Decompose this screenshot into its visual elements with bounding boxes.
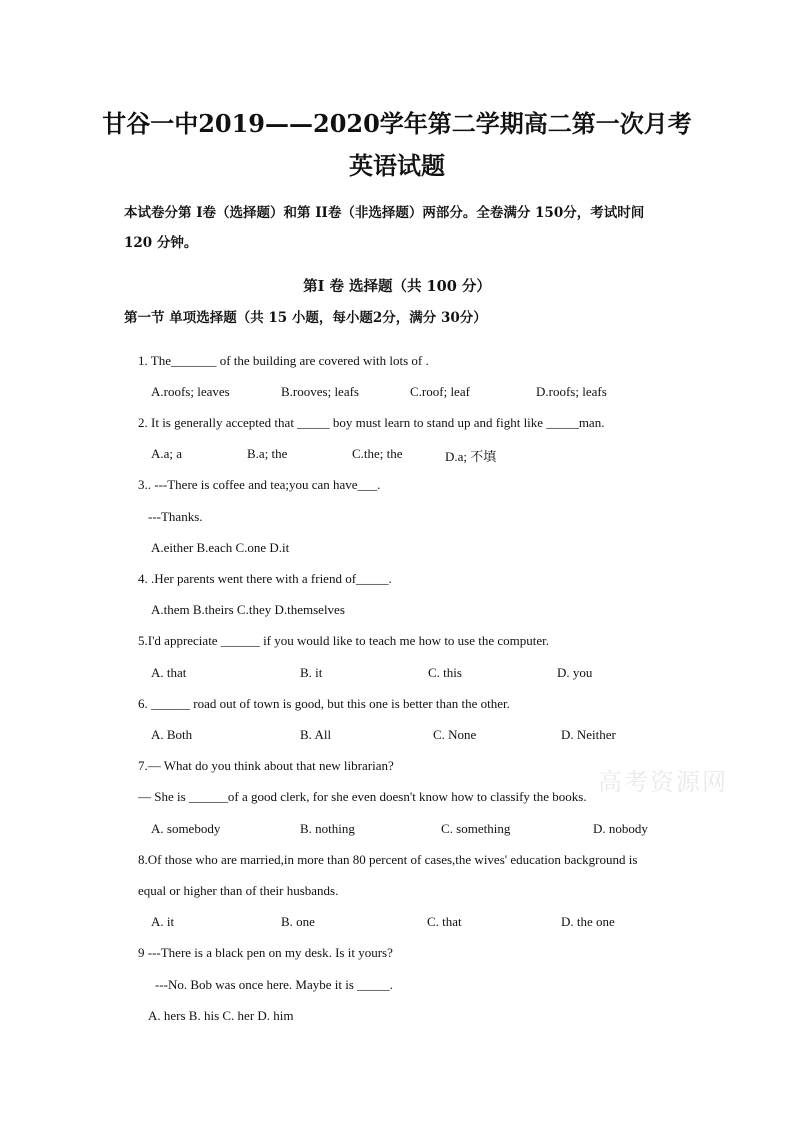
question-2-option-a: A.a; a bbox=[151, 446, 183, 461]
question-7-option-c: C. something bbox=[441, 821, 511, 836]
question-5-option-c: C. this bbox=[428, 665, 462, 680]
question-1-option-d: D.roofs; leafs bbox=[536, 384, 607, 399]
question-1-option-a: A.roofs; leaves bbox=[151, 384, 230, 399]
question-6-option-b: B. All bbox=[300, 727, 332, 742]
exam-instructions-line2: 120 分钟。 bbox=[124, 235, 198, 251]
exam-instructions-line1: 本试卷分第 I卷（选择题）和第 II卷（非选择题）两部分。全卷满分 150分，考试时间 bbox=[124, 205, 645, 221]
question-1-option-b: B.rooves; leafs bbox=[281, 384, 359, 399]
question-3-options: A.either B.each C.one D.it bbox=[151, 540, 290, 555]
question-5-stem: 5.I'd appreciate ______ if you would like to teach me how to use the computer. bbox=[138, 633, 550, 648]
question-8-option-c: C. that bbox=[427, 914, 462, 929]
question-8-option-b: B. one bbox=[281, 914, 315, 929]
question-8-stem: 8.Of those who are married,in more than 80 percent of cases,the wives' education background is bbox=[138, 852, 638, 867]
question-1-option-c: C.roof; leaf bbox=[410, 384, 470, 399]
question-9-options: A. hers B. his C. her D. him bbox=[148, 1008, 294, 1023]
question-7-option-b: B. nothing bbox=[300, 821, 355, 836]
question-6-option-c: C. None bbox=[433, 727, 477, 742]
exam-subject-title: 英语试题 bbox=[349, 151, 445, 180]
question-9-reply: ---No. Bob was once here. Maybe it is _____. bbox=[155, 977, 393, 992]
question-6-option-d: D. Neither bbox=[561, 727, 616, 742]
exam-title: 甘谷一中2019——2020学年第二学期高二第一次月考 bbox=[102, 109, 692, 138]
watermark: 高考资源网 bbox=[598, 768, 728, 796]
question-4-options: A.them B.theirs C.they D.themselves bbox=[151, 602, 345, 617]
question-1-stem: 1. The_______ of the building are covered with lots of . bbox=[138, 353, 429, 368]
question-7-reply: — She is ______of a good clerk, for she even doesn't know how to classify the books. bbox=[138, 789, 587, 804]
question-5-option-b: B. it bbox=[300, 665, 323, 680]
question-5-option-d: D. you bbox=[557, 665, 593, 680]
question-2-option-d: D.a; 不填 bbox=[445, 449, 497, 464]
question-4-stem: 4. .Her parents went there with a friend of_____. bbox=[138, 571, 392, 586]
question-8-option-d: D. the one bbox=[561, 914, 615, 929]
question-2-option-c: C.the; the bbox=[352, 446, 403, 461]
question-6-option-a: A. Both bbox=[151, 727, 193, 742]
question-3-reply: ---Thanks. bbox=[148, 509, 203, 524]
question-2-option-b: B.a; the bbox=[247, 446, 288, 461]
question-6-stem: 6. ______ road out of town is good, but this one is better than the other. bbox=[138, 696, 510, 711]
subsection-title: 第一节 单项选择题（共 15 小题，每小题2分，满分 30分） bbox=[124, 310, 487, 326]
question-7-option-d: D. nobody bbox=[593, 821, 648, 836]
question-9-stem: 9 ---There is a black pen on my desk. Is it yours? bbox=[138, 945, 393, 960]
question-7-option-a: A. somebody bbox=[151, 821, 221, 836]
section-title: 第I 卷 选择题（共 100 分） bbox=[303, 278, 491, 295]
question-5-option-a: A. that bbox=[151, 665, 187, 680]
question-7-stem: 7.— What do you think about that new librarian? bbox=[138, 758, 394, 773]
question-8-option-a: A. it bbox=[151, 914, 175, 929]
question-3-stem: 3.. ---There is coffee and tea;you can have___. bbox=[138, 477, 381, 492]
question-8-stem-continued: equal or higher than of their husbands. bbox=[138, 883, 339, 898]
question-2-stem: 2. It is generally accepted that _____ boy must learn to stand up and fight like _____man. bbox=[138, 415, 605, 430]
